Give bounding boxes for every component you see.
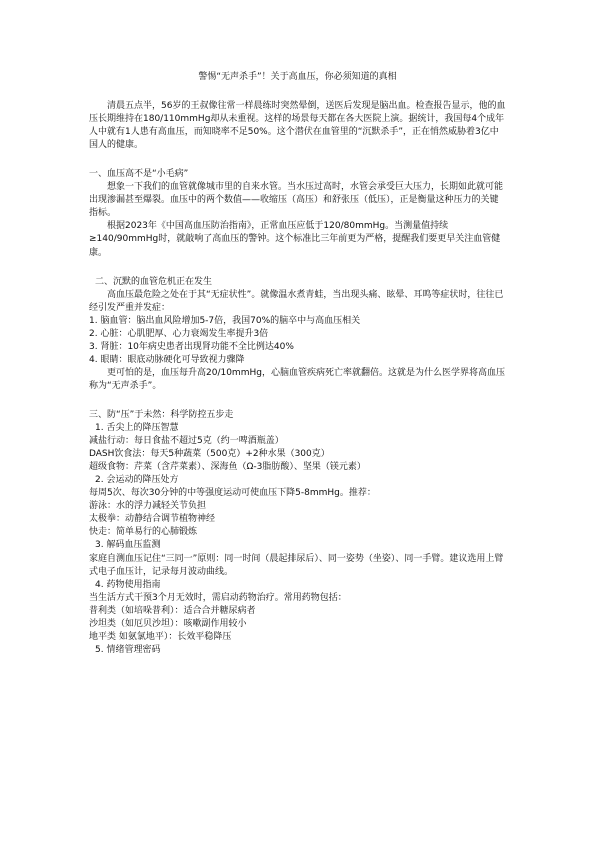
section-2-paragraph-2: 更可怕的是，血压每升高20/10mmHg，心脑血管疾病死亡率就翻倍。这就是为什么医学界将高血压称为“无声杀手”。 xyxy=(89,367,505,391)
section-3-heading: 三、防“压”于未然：科学防控五步走 xyxy=(89,409,234,420)
list-item: 游泳：水的浮力减轻关节负担 xyxy=(89,501,207,512)
list-item: 当生活方式干预3个月无效时，需启动药物治疗。常用药物包括： xyxy=(89,592,347,603)
list-item: 地平类 如氨氯地平）：长效平稳降压 xyxy=(89,631,232,642)
section-2-paragraph-1: 高血压最危险之处在于其“无症状性”。就像温水煮青蛙，当出现头痛、眩晕、耳鸣等症状时，往往已经引发严重并发症： xyxy=(89,289,504,313)
step-2-heading: 2. 会运动的降压处方 xyxy=(95,475,179,486)
list-item: 每周5次、每次30分钟的中等强度运动可使血压下降5-8mmHg。推荐： xyxy=(89,488,376,499)
step-1-heading: 1. 舌尖上的降压智慧 xyxy=(95,423,179,434)
list-item: 减盐行动：每日食盐不超过5克（约一啤酒瓶盖） xyxy=(89,436,284,447)
list-item: 3. 肾脏：10年病史患者出现肾功能不全比例达40% xyxy=(89,341,294,352)
list-item: 4. 眼睛：眼底动脉硬化可导致视力骤降 xyxy=(89,354,245,365)
list-item: DASH饮食法：每天5种蔬菜（500克）+2种水果（300克） xyxy=(89,449,330,460)
list-item: 1. 脑血管：脑出血风险增加5-7倍，我国70%的脑卒中与高血压相关 xyxy=(89,315,361,326)
section-2-heading: 二、沉默的血管危机正在发生 xyxy=(95,276,213,287)
list-item: 普利类（如培哚普利）：适合合并糖尿病者 xyxy=(89,605,256,616)
page-title: 警惕“无声杀手”！关于高血压，你必须知道的真相 xyxy=(198,72,397,82)
section-1-paragraph-2: 根据2023年《中国高血压防治指南》，正常血压应低于120/80mmHg。当测量值持续≥140/90mmHg时，就敲响了高血压的警钟。这个标准比三年前更为严格，提醒我们要更早关注血管健康。 xyxy=(89,221,501,258)
section-1-heading: 一、血压高不是“小毛病” xyxy=(89,169,189,180)
intro-paragraph: 清晨五点半，56岁的王叔像往常一样晨练时突然晕倒，送医后发现是脑出血。检查报告显示，他的血压长期维持在180/110mmHg却从未重视。这样的场景每天都在各大医院上演。据统计，我国每4个成年人中就有1人患有高血压，而知晓率不足50%。这个潜伏在血管里的“沉默杀手”，正在悄然威胁着3亿中国人的健康。 xyxy=(89,101,506,151)
section-1-paragraph-1: 想象一下我们的血管就像城市里的自来水管。当水压过高时，水管会承受巨大压力，长期如此就可能出现渗漏甚至爆裂。血压中的两个数值——收缩压（高压）和舒张压（低压），正是衡量这种压力的关键指标。 xyxy=(89,182,504,219)
list-item: 家庭自测血压记住“三同一”原则：同一时间（晨起排尿后）、同一姿势（坐姿）、同一手臂。建议选用上臂式电子血压计，记录每月波动曲线。 xyxy=(89,553,504,577)
list-item: 太极拳：动静结合调节植物神经 xyxy=(89,514,216,525)
list-item: 2. 心脏：心肌肥厚、心力衰竭发生率提升3倍 xyxy=(89,328,269,339)
list-item: 快走：简单易行的心肺锻炼 xyxy=(89,527,198,538)
list-item: 超级食物：芹菜（含芹菜素）、深海鱼（Ω-3脂肪酸）、坚果（镁元素） xyxy=(89,462,366,473)
step-5-heading: 5. 情绪管理密码 xyxy=(95,644,161,655)
step-4-heading: 4. 药物使用指南 xyxy=(95,579,161,590)
list-item: 沙坦类（如厄贝沙坦）：咳嗽副作用较小 xyxy=(89,618,247,629)
step-3-heading: 3. 解码血压监测 xyxy=(95,540,161,551)
